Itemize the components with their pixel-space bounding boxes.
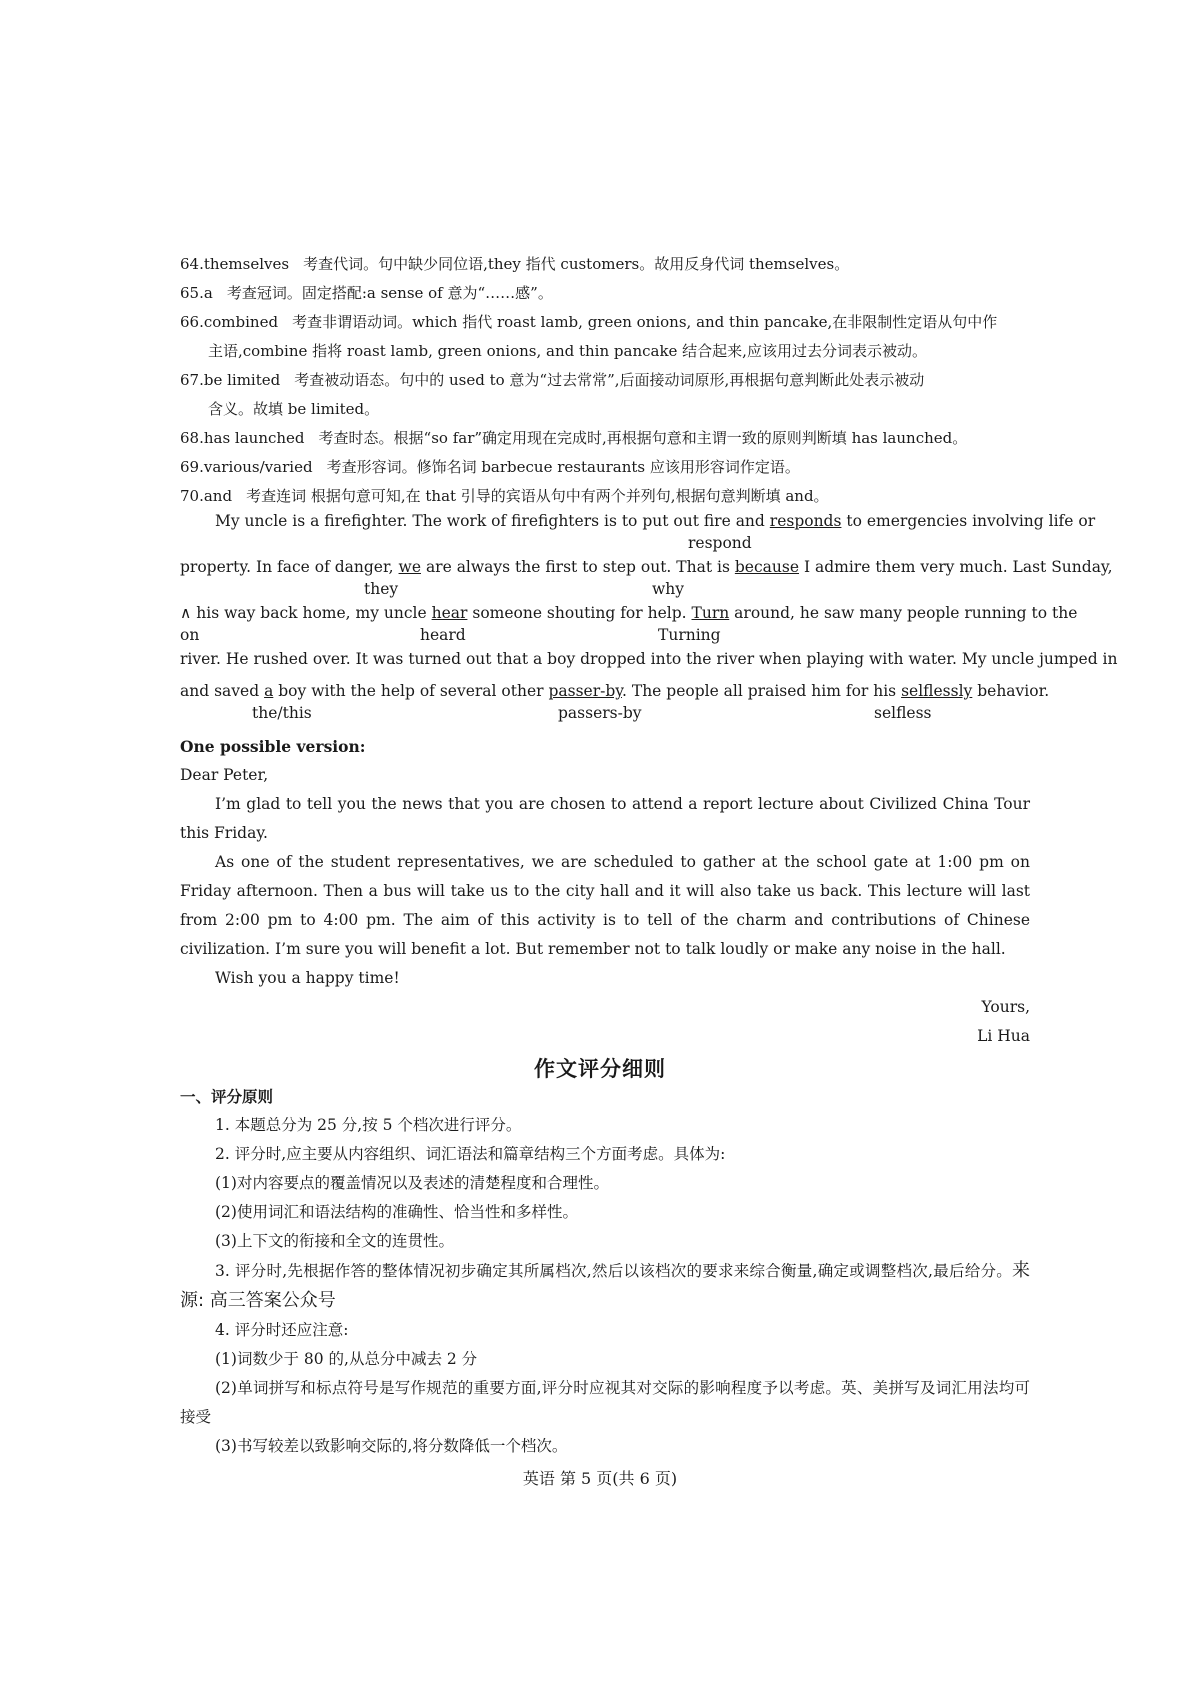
essay-paragraph: As one of the student representatives, we are scheduled to gather at the school gate at 1:00 pm on Friday afternoon. Then a bus will take us to the city hall and it will also take us back. This lecture will last from 2:00 pm to 4:00 pm. The aim of this activity is to tell of the charm and contributions of Chinese civilization. I’m sure you will benefit a lot. But remember not to talk loudly or make any noise in the hall.	[180, 853, 1030, 958]
answer-number: 69.	[180, 458, 204, 476]
answer-word: various/varied	[203, 458, 313, 476]
answer-number: 64.	[180, 255, 204, 273]
error-mark: a	[264, 682, 274, 700]
correction-fix: selfless	[874, 704, 932, 722]
essay-paragraph: Wish you a happy time!	[215, 969, 400, 987]
error-mark: Turn	[691, 604, 730, 622]
answer-69	[180, 453, 1030, 482]
answer-explanation: 考查非谓语动词。which 指代 roast lamb, green onions, and thin pancake,在非限制性定语从句中作	[292, 313, 998, 331]
essay-heading: One possible version:	[180, 737, 366, 756]
answer-word: a	[203, 284, 213, 302]
answer-66-continued: 主语,combine 指将 roast lamb, green onions, and thin pancake 结合起来,应该用过去分词表示被动。	[208, 342, 927, 360]
answer-number: 70.	[180, 487, 204, 505]
rubric-item: 4. 评分时还应注意:	[215, 1321, 349, 1339]
answer-word: has launched	[203, 429, 305, 447]
sample-essay	[180, 732, 1030, 1051]
correction-line-3: ∧ his way back home, my uncle hear someone shouting for help. Turn around, he saw many people running to the on heard Turning	[180, 604, 1078, 644]
rubric-item: 2. 评分时,应主要从内容组织、词汇语法和篇章结构三个方面考虑。具体为:	[215, 1145, 726, 1163]
error-mark: because	[734, 558, 799, 576]
answer-number: 68.	[180, 429, 204, 447]
answer-65	[180, 279, 1030, 308]
answer-explanation: 考查时态。根据“so far”确定用现在完成时,再根据句意和主谓一致的原则判断填 has launched。	[318, 429, 968, 447]
source-note: 来源: 高三答案公众号	[180, 1260, 1030, 1311]
answer-64	[180, 250, 1030, 279]
rubric-subitem: (3)上下文的衔接和全文的连贯性。	[215, 1232, 454, 1250]
answer-number: 65.	[180, 284, 204, 302]
essay-closing: Yours,	[981, 998, 1030, 1016]
rubric-item: 3. 评分时,先根据作答的整体情况初步确定其所属档次,然后以该档次的要求来综合衡量,确定或调整档次,最后给分。来源: 高三答案公众号	[180, 1260, 1030, 1311]
answer-word: themselves	[203, 255, 290, 273]
rubric-subitem: (3)书写较差以致影响交际的,将分数降低一个档次。	[215, 1437, 568, 1455]
rubric-section-heading: 一、评分原则	[180, 1087, 274, 1106]
answer-word: be limited	[203, 371, 281, 389]
essay-paragraph: I’m glad to tell you the news that you are chosen to attend a report lecture about Civilized China Tour this Friday.	[180, 795, 1030, 842]
error-mark: hear	[431, 604, 468, 622]
answer-67	[180, 366, 1030, 395]
correction-fix: the/this	[252, 704, 312, 722]
answer-number: 66.	[180, 313, 204, 331]
error-mark: passer-by	[548, 682, 622, 700]
answer-explanation: 考查被动语态。句中的 used to 意为“过去常常”,后面接动词原形,再根据句意判断此处表示被动	[294, 371, 925, 389]
answer-68	[180, 424, 1030, 453]
rubric-subitem: (1)对内容要点的覆盖情况以及表述的清楚程度和合理性。	[215, 1174, 609, 1192]
error-mark: we	[398, 558, 421, 576]
answer-explanation: 考查连词 根据句意可知,在 that 引导的宾语从句中有两个并列句,根据句意判断填 and。	[246, 487, 829, 505]
correction-fix: passers-by	[558, 704, 642, 722]
error-correction-passage	[180, 510, 1118, 726]
correction-fix: on	[180, 626, 200, 644]
answer-explanation: 考查冠词。固定搭配:a sense of 意为“……感”。	[226, 284, 553, 302]
correction-line-4: river. He rushed over. It was turned out that a boy dropped into the river when playing with water. My uncle jumped in	[180, 650, 1118, 668]
page-footer: 英语 第 5 页(共 6 页)	[522, 1469, 678, 1488]
essay-salutation: Dear Peter,	[180, 766, 269, 784]
answer-70	[180, 482, 1030, 511]
correction-line-2: property. In face of danger, we are always the first to step out. That is because I admire them very much. Last Sunday, they why	[180, 558, 1113, 598]
rubric-subitem: (2)使用词汇和语法结构的准确性、恰当性和多样性。	[215, 1203, 578, 1221]
answer-explanation: 考查形容词。修饰名词 barbecue restaurants 应该用形容词作定语。	[326, 458, 800, 476]
answer-explanation: 考查代词。句中缺少同位语,they 指代 customers。故用反身代词 themselves。	[303, 255, 850, 273]
correction-fix: respond	[688, 534, 752, 552]
correction-fix: heard	[420, 626, 466, 644]
correction-line-1: My uncle is a firefighter. The work of firefighters is to put out fire and responds to emergencies involving life or respond	[215, 512, 1096, 552]
rubric-subitem: (1)词数少于 80 的,从总分中减去 2 分	[215, 1350, 478, 1368]
grammar-answer-list	[180, 250, 1030, 511]
answer-66	[180, 308, 1030, 337]
answer-number: 67.	[180, 371, 204, 389]
error-mark: selflessly	[901, 682, 973, 700]
answer-word: and	[203, 487, 233, 505]
correction-fix: they	[364, 580, 399, 598]
correction-fix: why	[652, 580, 685, 598]
correction-line-5: and saved a boy with the help of several other passer-by. The people all praised him for his selflessly behavior. the/this passers-by selfless	[180, 682, 1050, 722]
error-mark: responds	[769, 512, 842, 530]
correction-fix: Turning	[658, 626, 721, 644]
rubric-item: 1. 本题总分为 25 分,按 5 个档次进行评分。	[215, 1116, 522, 1134]
answer-67-continued: 含义。故填 be limited。	[208, 400, 380, 418]
rubric-subitem: (2)单词拼写和标点符号是写作规范的重要方面,评分时应视其对交际的影响程度予以考虑。英、美拼写及词汇用法均可接受	[180, 1379, 1030, 1426]
essay-signature: Li Hua	[977, 1027, 1030, 1045]
insert-caret: ∧	[180, 604, 192, 622]
scoring-rubric	[180, 1082, 1030, 1461]
answer-word: combined	[203, 313, 279, 331]
rubric-title: 作文评分细则	[534, 1056, 666, 1081]
